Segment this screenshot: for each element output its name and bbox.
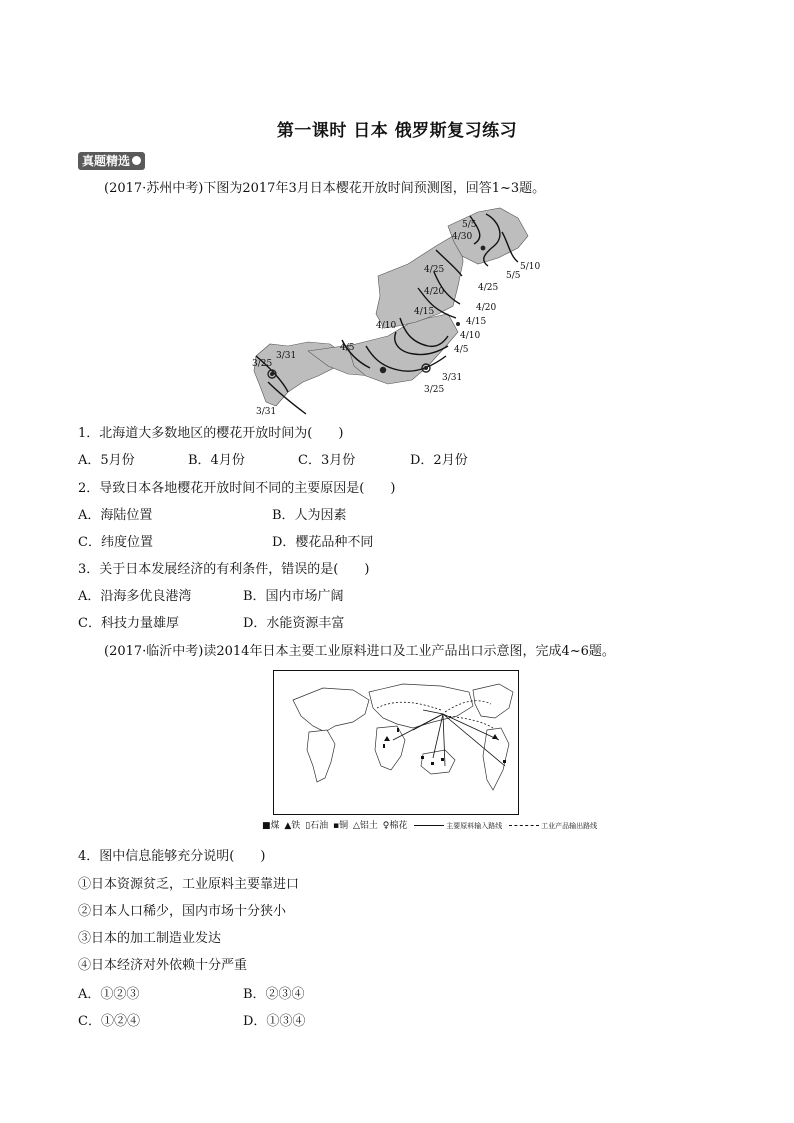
label-3-31-west: 3/31 — [276, 351, 297, 361]
q4-stem: 4．图中信息能够充分说明( ) — [78, 849, 266, 864]
label-4-25-right: 4/25 — [478, 283, 499, 293]
label-4-5-right: 4/5 — [454, 345, 469, 355]
label-5-10: 5/10 — [520, 262, 541, 272]
import-route-line — [414, 825, 444, 826]
legend-iron: ▲铁 — [284, 821, 301, 831]
q2-option-b: B．人为因素 — [272, 508, 347, 523]
label-4-20-right: 4/20 — [476, 303, 497, 313]
q2-stem: 2．导致日本各地樱花开放时间不同的主要原因是( ) — [78, 481, 396, 496]
q4-option-b: B．②③④ — [243, 987, 305, 1002]
q1-option-d: D．2月份 — [410, 453, 468, 468]
intro-1: (2017·苏州中考)下图为2017年3月日本樱花开放时间预测图，回答1~3题。 — [104, 181, 546, 196]
section-tag-label: 真题精选 — [82, 154, 131, 168]
q3-option-c: C．科技力量雄厚 — [78, 616, 179, 631]
q2-option-c: C．纬度位置 — [78, 535, 153, 550]
q1-stem: 1．北海道大多数地区的樱花开放时间为( ) — [78, 426, 344, 441]
label-4-10-left: 4/10 — [376, 321, 397, 331]
world-trade-map — [273, 670, 519, 815]
label-4-30: 4/30 — [452, 232, 473, 242]
q3-stem: 3．关于日本发展经济的有利条件，错误的是( ) — [78, 562, 370, 577]
label-3-31-east: 3/31 — [442, 373, 463, 383]
label-3-25-east: 3/25 — [424, 385, 445, 395]
q4-statement-3: ③日本的加工制造业发达 — [78, 931, 222, 946]
q3-option-b: B．国内市场广阔 — [243, 589, 344, 604]
label-4-15-right: 4/15 — [466, 317, 487, 327]
q4-statement-4: ④日本经济对外依赖十分严重 — [78, 958, 248, 973]
q4-option-d: D．①③④ — [243, 1014, 306, 1029]
q4-option-c: C．①②④ — [78, 1014, 140, 1029]
q1-option-a: A．5月份 — [78, 453, 135, 468]
japan-sakura-map — [248, 206, 548, 420]
q4-statement-2: ②日本人口稀少，国内市场十分狭小 — [78, 904, 287, 919]
legend-bauxite: △铝土 — [353, 821, 378, 831]
label-5-5-right: 5/5 — [506, 271, 521, 281]
circle-icon — [132, 156, 141, 165]
legend-oil: ▯石油 — [305, 821, 329, 831]
label-4-5-left: 4/5 — [340, 343, 355, 353]
label-4-20-left: 4/20 — [424, 287, 445, 297]
label-3-31-south: 3/31 — [256, 407, 277, 417]
q1-option-c: C．3月份 — [298, 453, 356, 468]
legend-import: 主要原料输入路线 — [446, 822, 503, 830]
q3-option-d: D．水能资源丰富 — [243, 616, 345, 631]
label-4-10-right: 4/10 — [460, 331, 481, 341]
q1-option-b: B．4月份 — [188, 453, 245, 468]
legend-export: 工业产品输出路线 — [541, 822, 598, 830]
export-route-line — [509, 825, 539, 826]
label-5-5-top: 5/5 — [462, 220, 477, 230]
label-4-15-left: 4/15 — [414, 307, 435, 317]
intro-2: (2017·临沂中考)读2014年日本主要工业原料进口及工业产品出口示意图，完成4~6题。 — [104, 644, 615, 659]
legend-copper: ▪铜 — [333, 821, 349, 831]
section-tag — [78, 152, 145, 170]
legend-coal: ■煤 — [262, 821, 280, 831]
q3-option-a: A．沿海多优良港湾 — [78, 589, 192, 604]
q4-statement-1: ①日本资源贫乏，工业原料主要靠进口 — [78, 877, 300, 892]
page-title: 第一课时 日本 俄罗斯复习练习 — [276, 121, 518, 141]
q4-option-a: A．①②③ — [78, 987, 140, 1002]
q2-option-d: D．樱花品种不同 — [272, 535, 374, 550]
label-4-25-left: 4/25 — [424, 265, 445, 275]
label-3-25-west: 3/25 — [252, 359, 273, 369]
legend-cotton: ♀棉花 — [382, 821, 408, 831]
q2-option-a: A．海陆位置 — [78, 508, 153, 523]
map-legend — [262, 818, 599, 831]
